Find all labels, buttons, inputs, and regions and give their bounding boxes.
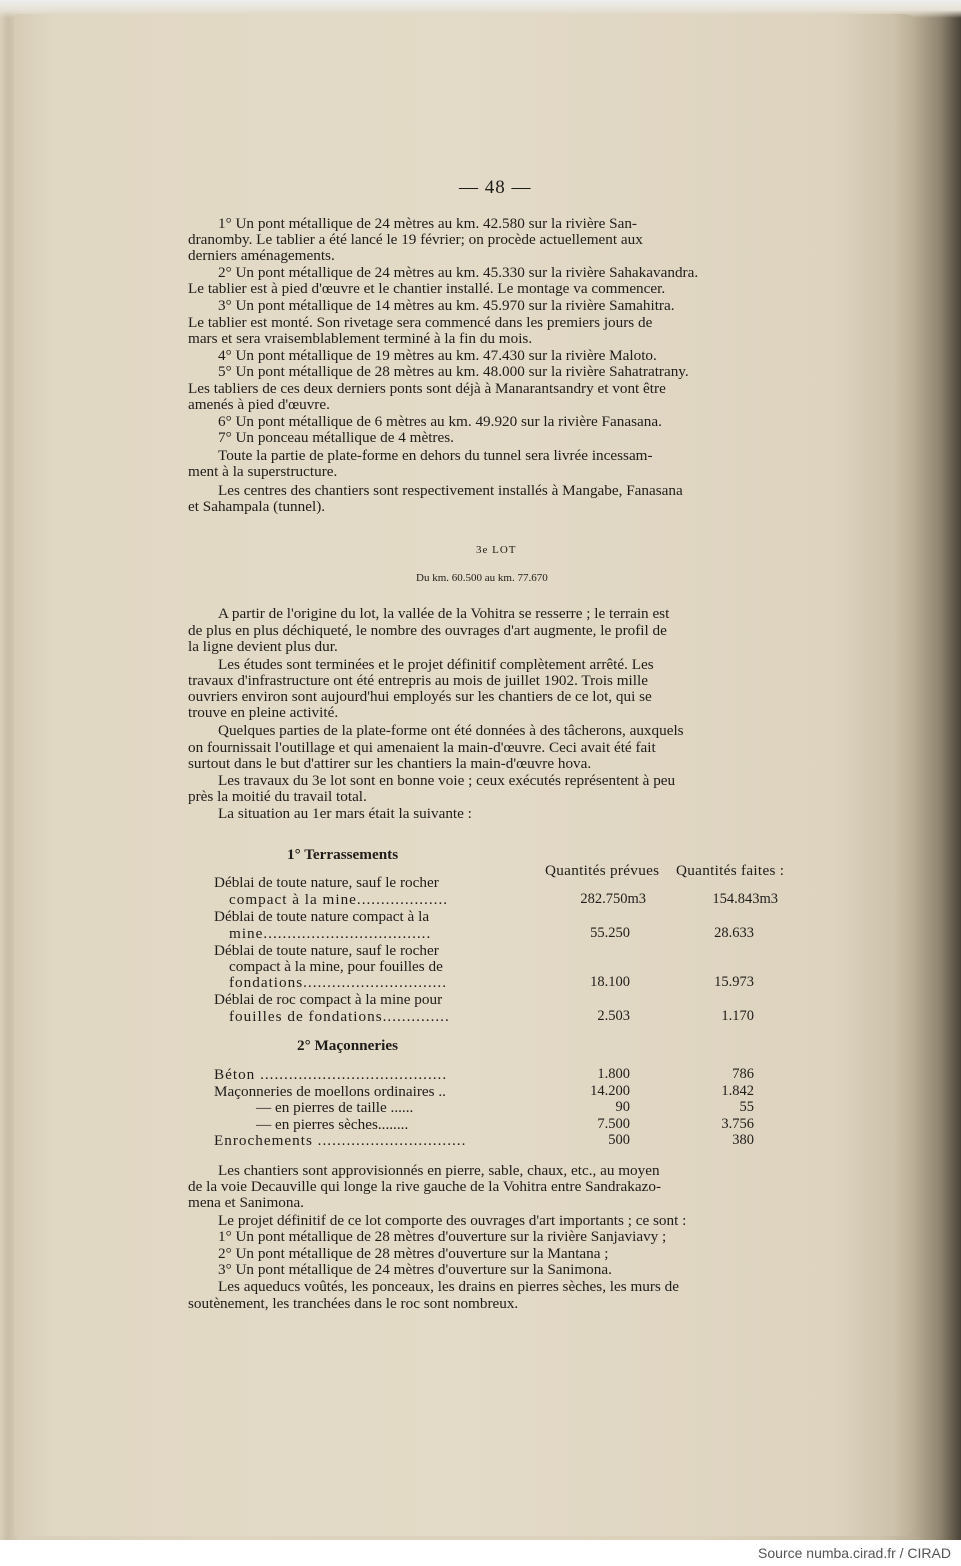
- text-line: La situation au 1er mars était la suivante :: [218, 805, 472, 822]
- source-credit: Source numba.cirad.fr / CIRAD: [758, 1545, 951, 1561]
- text-line: 5° Un pont métallique de 28 mètres au km. 48.000 sur la rivière Sahatratrany.: [218, 363, 689, 380]
- cell-done: 154.843m3: [712, 891, 778, 907]
- column-header-done: Quantités faites :: [676, 862, 785, 879]
- cell-planned: 282.750m3: [580, 891, 646, 907]
- row-label: Enrochements ...............................: [214, 1132, 467, 1149]
- cell-planned: 500: [608, 1132, 630, 1148]
- row-label-line: compact à la mine...................: [229, 891, 449, 908]
- cell-done: 55: [739, 1099, 754, 1115]
- cell-planned: 1.800: [597, 1066, 630, 1082]
- text-line: de plus en plus déchiqueté, le nombre des ouvrages d'art augmente, le profil de: [188, 622, 667, 639]
- text-line: Le tablier est monté. Son rivetage sera commencé dans les premiers jours de: [188, 314, 653, 331]
- text-line: dranomby. Le tablier a été lancé le 19 février; on procède actuellement aux: [188, 231, 643, 248]
- cell-planned: 14.200: [590, 1083, 630, 1099]
- text-line: Les centres des chantiers sont respectivement installés à Mangabe, Fanasana: [218, 482, 683, 499]
- text-line: ouvriers environ sont aujourd'hui employés sur les chantiers de ce lot, qui se: [188, 688, 652, 705]
- text-line: la ligne devient plus dur.: [188, 638, 338, 655]
- text-line: surtout dans le but d'attirer sur les chantiers la main-d'œuvre hova.: [188, 755, 592, 772]
- section-title-maconneries: 2° Maçonneries: [297, 1037, 398, 1054]
- row-label-line: Déblai de toute nature, sauf le rocher: [214, 874, 439, 891]
- text-line: Les études sont terminées et le projet définitif complètement arrêté. Les: [218, 656, 654, 673]
- text-line: près la moitié du travail total.: [188, 788, 367, 805]
- row-label-line: Déblai de toute nature compact à la: [214, 908, 430, 925]
- text-line: Quelques parties de la plate-forme ont été données à des tâcherons, auxquels: [218, 722, 684, 739]
- text-line: 3° Un pont métallique de 24 mètres d'ouverture sur la Sanimona.: [218, 1261, 612, 1278]
- text-line: 4° Un pont métallique de 19 mètres au km. 47.430 sur la rivière Maloto.: [218, 347, 657, 364]
- text-line: 6° Un pont métallique de 6 mètres au km. 49.920 sur la rivière Fanasana.: [218, 413, 662, 430]
- text-line: 1° Un pont métallique de 28 mètres d'ouverture sur la rivière Sanjaviavy ;: [218, 1228, 667, 1245]
- row-label: Maçonneries de moellons ordinaires ..: [214, 1083, 446, 1100]
- row-label-line: fouilles de fondations..............: [229, 1008, 450, 1025]
- text-line: Les tabliers de ces deux derniers ponts sont déjà à Manarantsandry et vont être: [188, 380, 666, 397]
- text-line: 7° Un ponceau métallique de 4 mètres.: [218, 429, 454, 446]
- text-line: et Sahampala (tunnel).: [188, 498, 326, 515]
- cell-done: 1.842: [721, 1083, 754, 1099]
- text-line: on fournissait l'outillage et qui amenaient la main-d'œuvre. Ceci avait été fait: [188, 739, 656, 756]
- text-line: 3° Un pont métallique de 14 mètres au km. 45.970 sur la rivière Samahitra.: [218, 297, 675, 314]
- page-number: — 48 —: [459, 177, 532, 198]
- text-line: derniers aménagements.: [188, 247, 335, 264]
- text-line: Le projet définitif de ce lot comporte des ouvrages d'art importants ; ce sont :: [218, 1212, 687, 1229]
- row-label-line: Déblai de toute nature, sauf le rocher: [214, 942, 439, 959]
- text-line: Toute la partie de plate-forme en dehors du tunnel sera livrée incessam-: [218, 447, 653, 464]
- section-title-terrassements: 1° Terrassements: [287, 846, 399, 863]
- cell-done: 28.633: [714, 925, 754, 941]
- row-label-line: mine...................................: [229, 925, 432, 942]
- column-header-planned: Quantités prévues: [545, 862, 660, 879]
- row-label-line: Déblai de roc compact à la mine pour: [214, 991, 443, 1008]
- row-label-line: compact à la mine, pour fouilles de: [229, 958, 443, 975]
- text-line: 1° Un pont métallique de 24 mètres au km. 42.580 sur la rivière San-: [218, 215, 637, 232]
- text-line: mena et Sanimona.: [188, 1194, 304, 1211]
- cell-done: 15.973: [714, 974, 754, 990]
- text-line: amenés à pied d'œuvre.: [188, 396, 330, 413]
- row-label: — en pierres de taille ......: [256, 1099, 414, 1116]
- text-line: 2° Un pont métallique de 28 mètres d'ouverture sur la Mantana ;: [218, 1245, 609, 1262]
- lot-subtitle: Du km. 60.500 au km. 77.670: [416, 572, 548, 584]
- text-line: travaux d'infrastructure ont été entrepris au mois de juillet 1902. Trois mille: [188, 672, 648, 689]
- text-line: ment à la superstructure.: [188, 463, 338, 480]
- cell-planned: 2.503: [597, 1008, 630, 1024]
- text-line: Le tablier est à pied d'œuvre et le chantier installé. Le montage va commencer.: [188, 280, 666, 297]
- cell-planned: 90: [615, 1099, 630, 1115]
- cell-planned: 18.100: [590, 974, 630, 990]
- text-line: A partir de l'origine du lot, la vallée de la Vohitra se resserre ; le terrain est: [218, 605, 670, 622]
- cell-done: 3.756: [721, 1116, 754, 1132]
- text-line: Les travaux du 3e lot sont en bonne voie ; ceux exécutés représentent à peu: [218, 772, 676, 789]
- text-line: soutènement, les tranchées dans le roc sont nombreux.: [188, 1295, 519, 1312]
- text-line: mars et sera vraisemblablement terminé à la fin du mois.: [188, 330, 533, 347]
- row-label-line: fondations..............................: [229, 974, 448, 991]
- row-label: Béton .......................................: [214, 1066, 448, 1083]
- lot-title: 3e LOT: [476, 544, 517, 556]
- cell-done: 1.170: [721, 1008, 754, 1024]
- cell-done: 380: [732, 1132, 754, 1148]
- text-line: de la voie Decauville qui longe la rive gauche de la Vohitra entre Sandrakazo-: [188, 1178, 662, 1195]
- cell-planned: 55.250: [590, 925, 630, 941]
- cell-planned: 7.500: [597, 1116, 630, 1132]
- cell-done: 786: [732, 1066, 754, 1082]
- text-line: Les chantiers sont approvisionnés en pierre, sable, chaux, etc., au moyen: [218, 1162, 660, 1179]
- row-label: — en pierres sèches........: [256, 1116, 409, 1133]
- text-line: 2° Un pont métallique de 24 mètres au km. 45.330 sur la rivière Sahakavandra.: [218, 264, 699, 281]
- text-line: trouve en pleine activité.: [188, 704, 339, 721]
- text-line: Les aqueducs voûtés, les ponceaux, les drains en pierres sèches, les murs de: [218, 1278, 679, 1295]
